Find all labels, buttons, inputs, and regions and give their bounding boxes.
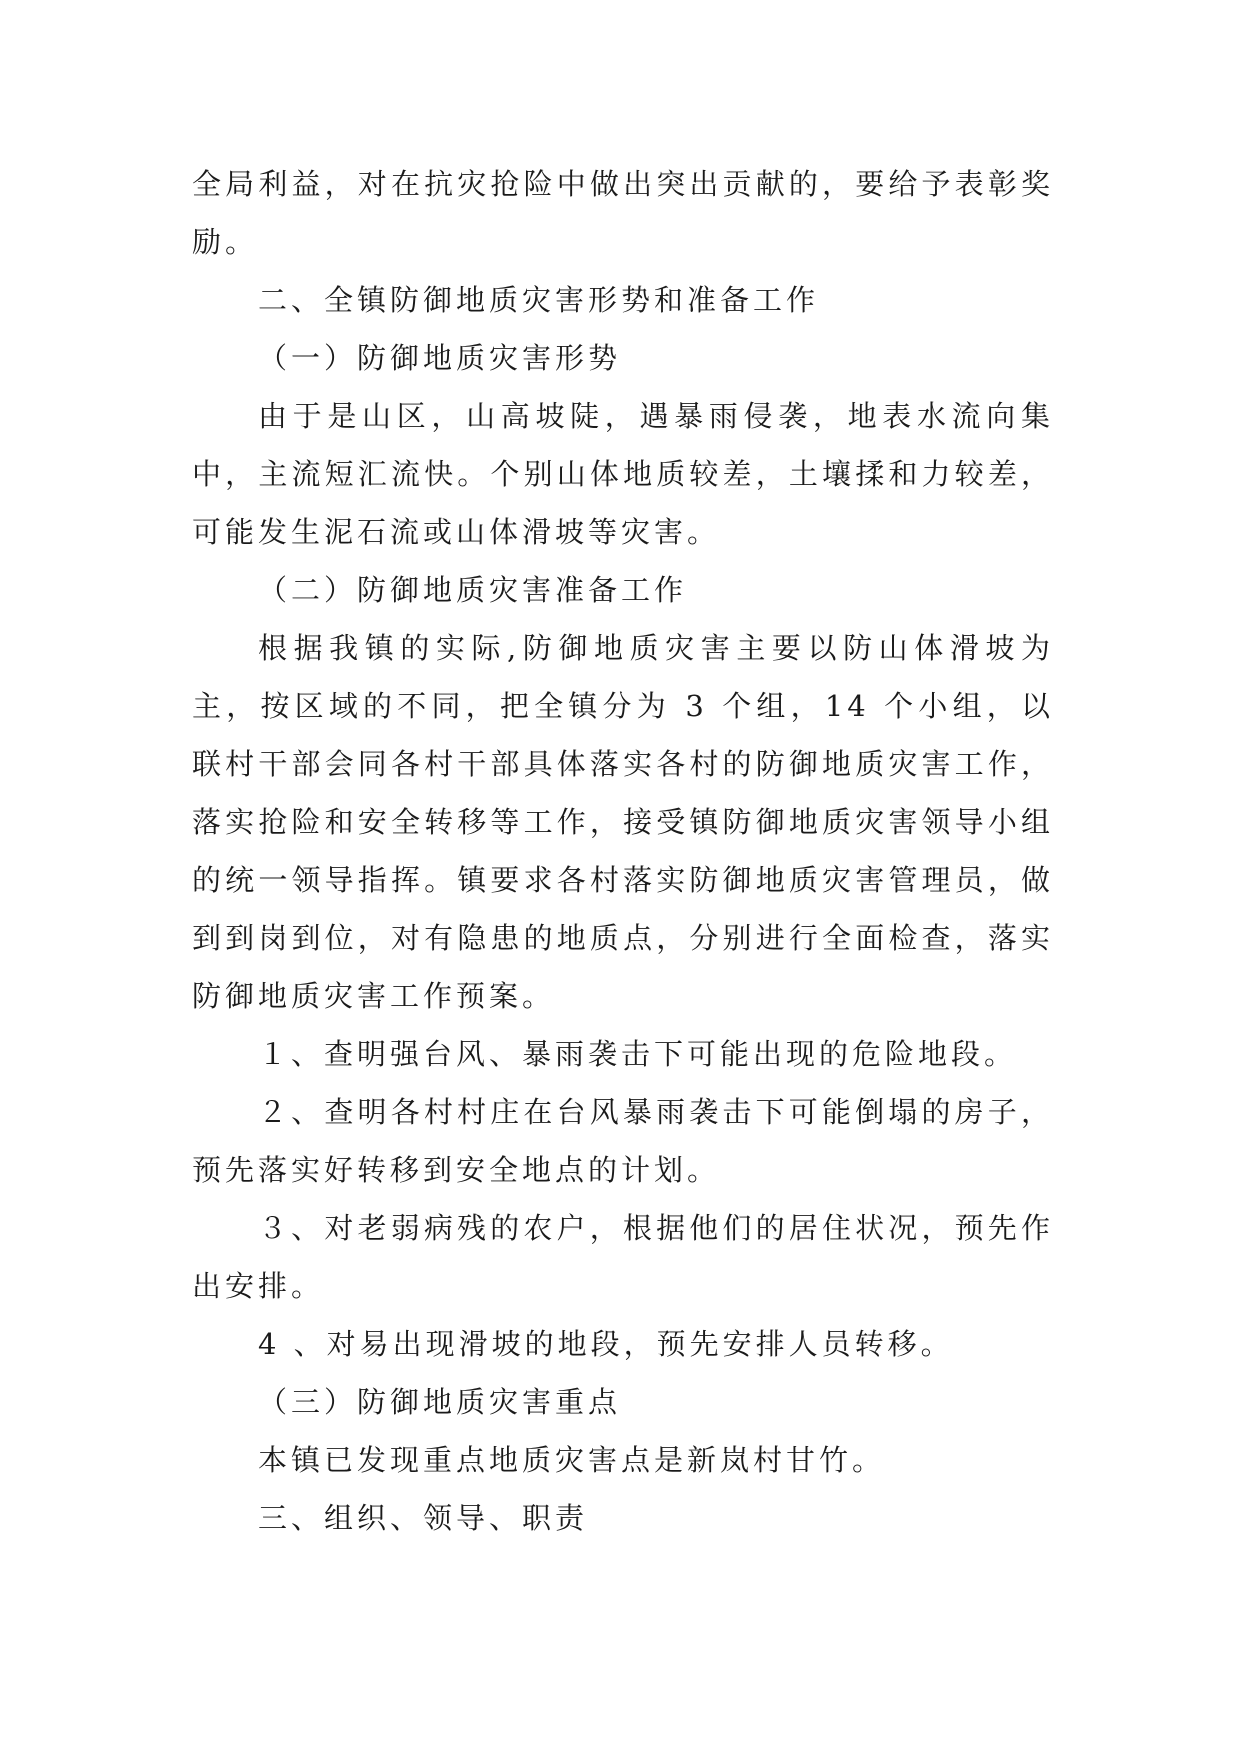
paragraph-continued: 全局利益，对在抗灾抢险中做出突出贡献的，要给予表彰奖励。 (192, 167, 1054, 259)
subheading-situation: （一）防御地质灾害形势 (258, 341, 622, 375)
section-heading-3: 三、组织、领导、职责 (258, 1501, 589, 1535)
subheading-preparation: （二）防御地质灾害准备工作 (258, 573, 688, 607)
paragraph-situation: 由于是山区，山高坡陡，遇暴雨侵袭，地表水流向集中，主流短汇流快。个别山体地质较差，土壤揉和力较差，可能发生泥石流或山体滑坡等灾害。 (192, 399, 1054, 549)
paragraph-preparation: 根据我镇的实际,防御地质灾害主要以防山体滑坡为主，按区域的不同，把全镇分为 3 个组，14 个小组，以联村干部会同各村干部具体落实各村的防御地质灾害工作，落实抢险和安全转移等工作，接受镇防御地质灾害领导小组的统一领导指挥。镇要求各村落实防御地质灾害管理员，做到到岗到位，对有隐患的地质点，分别进行全面检查，落实防御地质灾害工作预案。 (192, 631, 1054, 1013)
document-body (192, 155, 1054, 1547)
subheading-key-points: （三）防御地质灾害重点 (258, 1385, 622, 1419)
list-item-3: ３、对老弱病残的农户，根据他们的居住状况，预先作出安排。 (192, 1211, 1054, 1303)
paragraph-key-points: 本镇已发现重点地质灾害点是新岚村甘竹。 (258, 1443, 886, 1477)
list-item-1: １、查明强台风、暴雨袭击下可能出现的危险地段。 (258, 1037, 1018, 1071)
section-heading-2: 二、全镇防御地质灾害形势和准备工作 (258, 283, 820, 317)
list-item-4: 4 、对易出现滑坡的地段，预先安排人员转移。 (258, 1327, 954, 1361)
list-item-2: ２、查明各村村庄在台风暴雨袭击下可能倒塌的房子，预先落实好转移到安全地点的计划。 (192, 1095, 1054, 1187)
